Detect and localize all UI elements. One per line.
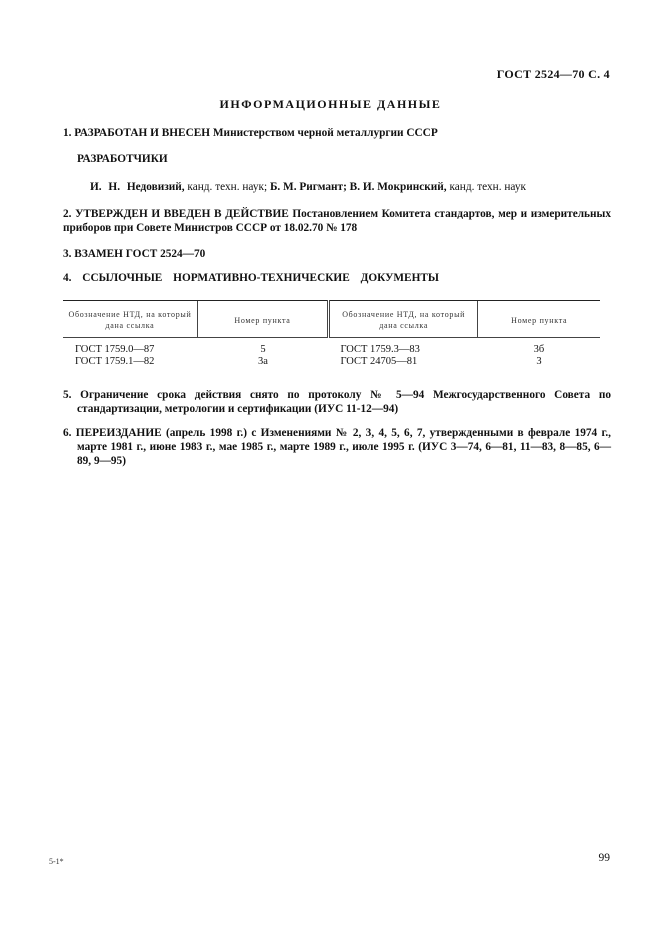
header-clause-number-1: Номер пункта — [197, 301, 328, 338]
ntd-cell: ГОСТ 1759.0—87 — [75, 344, 155, 355]
table-header-row — [63, 301, 600, 338]
clause-cell: 3 — [536, 356, 542, 367]
developer-1-name: И. Н. Недовизий, — [90, 181, 185, 193]
header-ntd-designation-1: Обозначение НТД, на который дана ссылка — [63, 301, 197, 338]
ntd-cell: ГОСТ 1759.3—83 — [340, 344, 420, 355]
references-table — [63, 300, 600, 367]
table-row — [63, 338, 600, 356]
developer-2-name: Б. М. Ригмант; В. И. Мокринский, — [269, 181, 447, 193]
table-row — [63, 355, 600, 367]
developer-2-degree: канд. техн. наук — [446, 181, 526, 193]
page-title: ИНФОРМАЦИОННЫЕ ДАННЫЕ — [219, 97, 442, 111]
clause-cell: 3а — [258, 356, 268, 367]
document-code-header: ГОСТ 2524—70 С. 4 — [496, 67, 610, 81]
ntd-cell: ГОСТ 24705—81 — [340, 356, 418, 367]
header-ntd-designation-2: Обозначение НТД, на который дана ссылка — [328, 301, 477, 338]
developers-heading: РАЗРАБОТЧИКИ — [77, 153, 168, 165]
developers-list — [63, 180, 638, 194]
section-4-references-title: 4. ССЫЛОЧНЫЕ НОРМАТИВНО-ТЕХНИЧЕСКИЕ ДОКУМЕНТЫ — [63, 272, 439, 284]
section-6-reissue: 6. ПЕРЕИЗДАНИЕ (апрель 1998 г.) с Изменениями № 2, 3, 4, 5, 6, 7, утвержденными в феврале 1974 г., марте 1981 г., июне 1983 г., мае 1985 г., марте 1989 г., июле 1995 г. (ИУС 3—74, 6—81, 11—83, 8—85, 6—89, 9—95) — [63, 427, 611, 467]
section-5-validity: 5. Ограничение срока действия снято по протоколу № 5—94 Межгосударственного Совета по стандартизации, метрологии и сертификации (ИУС 11-12—94) — [63, 389, 611, 415]
section-2-approved: 2. УТВЕРЖДЕН И ВВЕДЕН В ДЕЙСТВИЕ Постановлением Комитета стандартов, мер и измерительных приборов при Совете Министров СССР от 18.02.70 № 178 — [63, 208, 611, 234]
developer-1-degree: канд. техн. наук; — [184, 181, 270, 193]
clause-cell: 5 — [260, 344, 266, 355]
section-3-replaces: 3. ВЗАМЕН ГОСТ 2524—70 — [63, 248, 206, 260]
section-1-developed: 1. РАЗРАБОТАН И ВНЕСЕН Министерством черной металлургии СССР — [63, 127, 438, 139]
clause-cell: 3б — [533, 344, 545, 355]
header-clause-number-2: Номер пункта — [478, 301, 600, 338]
footer-signature-mark: 5-1* — [49, 857, 64, 866]
ntd-cell: ГОСТ 1759.1—82 — [75, 356, 155, 367]
page-number: 99 — [598, 852, 610, 864]
